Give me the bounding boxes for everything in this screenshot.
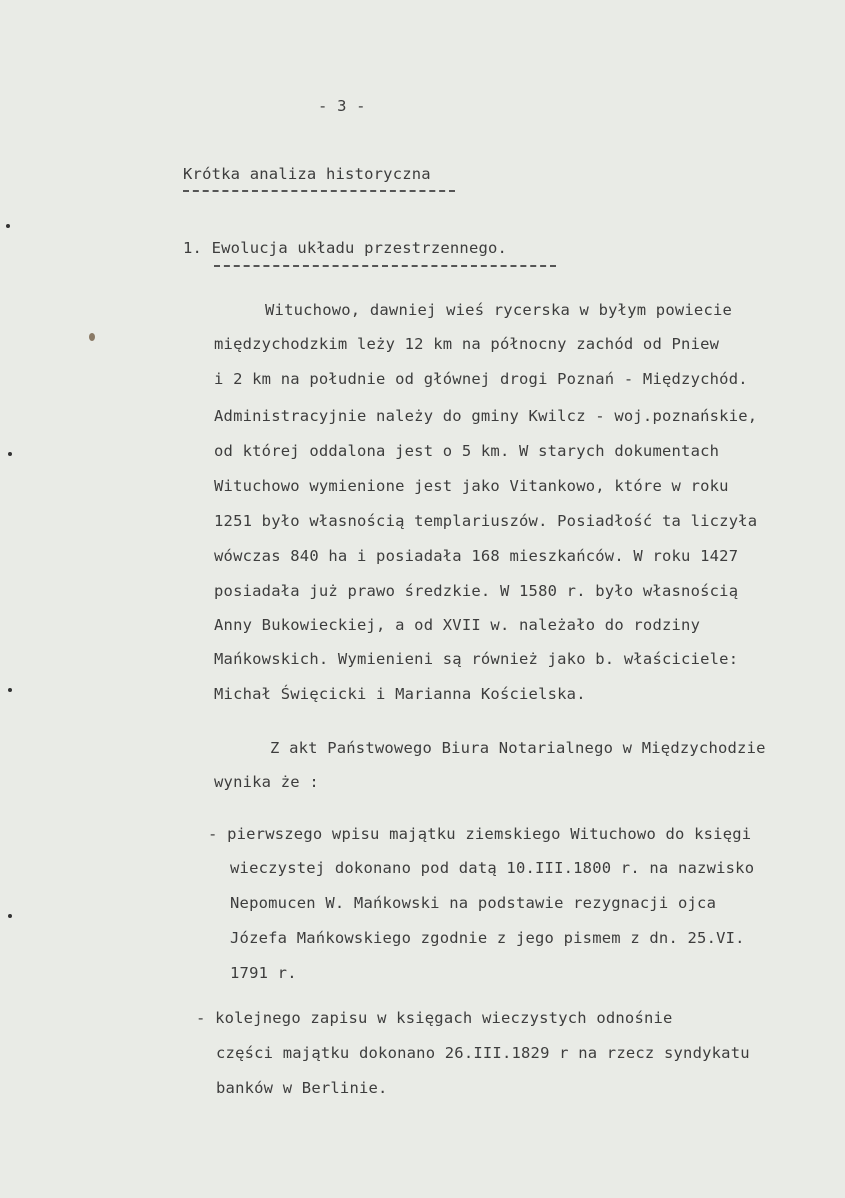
subsection-title-underline [214,265,556,267]
margin-mark [6,224,10,228]
section-title: Krótka analiza historyczna [183,165,431,183]
paragraph-line: Anny Bukowieckiej, a od XVII w. należało do rodziny [214,616,701,634]
paragraph-line: Wituchowo, dawniej wieś rycerska w byłym powiecie [265,301,733,319]
paragraph-line: wynika że : [214,773,319,791]
paragraph-line: i 2 km na południe od głównej drogi Poznań - Międzychód. [214,370,748,388]
paragraph-line: Michał Święcicki i Marianna Kościelska. [214,685,586,703]
margin-mark [89,333,95,341]
list-item-line: wieczystej dokonano pod datą 10.III.1800 r. na nazwisko [230,859,755,877]
paragraph-line: międzychodzkim leży 12 km na północny zachód od Pniew [214,335,720,353]
paragraph-line: Mańkowskich. Wymienieni są również jako b. właściciele: [214,650,739,668]
paragraph-line: 1251 było własnością templariuszów. Posiadłość ta liczyła [214,512,758,530]
list-item-line: - kolejnego zapisu w księgach wieczystych odnośnie [196,1009,673,1027]
page-number: - 3 - [318,97,366,115]
list-item-line: części majątku dokonano 26.III.1829 r na rzecz syndykatu [216,1044,750,1062]
paragraph-line: Wituchowo wymienione jest jako Vitankowo, które w roku [214,477,729,495]
paragraph-line: posiadała już prawo średzkie. W 1580 r. było własnością [214,582,739,600]
section-title-underline [183,190,455,192]
list-item-line: - pierwszego wpisu majątku ziemskiego Wituchowo do księgi [208,825,752,843]
list-item-line: 1791 r. [230,964,297,982]
paragraph-line: Administracyjnie należy do gminy Kwilcz - woj.poznańskie, [214,407,758,425]
margin-mark [8,688,12,692]
list-item-line: Józefa Mańkowskiego zgodnie z jego pismem z dn. 25.VI. [230,929,745,947]
subsection-title: 1. Ewolucja układu przestrzennego. [183,239,508,257]
paragraph-line: wówczas 840 ha i posiadała 168 mieszkańców. W roku 1427 [214,547,739,565]
margin-mark [8,914,12,918]
margin-mark [8,452,12,456]
paragraph-line: Z akt Państwowego Biura Notarialnego w Międzychodzie [270,739,766,757]
list-item-line: banków w Berlinie. [216,1079,388,1097]
paragraph-line: od której oddalona jest o 5 km. W starych dokumentach [214,442,720,460]
list-item-line: Nepomucen W. Mańkowski na podstawie rezygnacji ojca [230,894,717,912]
